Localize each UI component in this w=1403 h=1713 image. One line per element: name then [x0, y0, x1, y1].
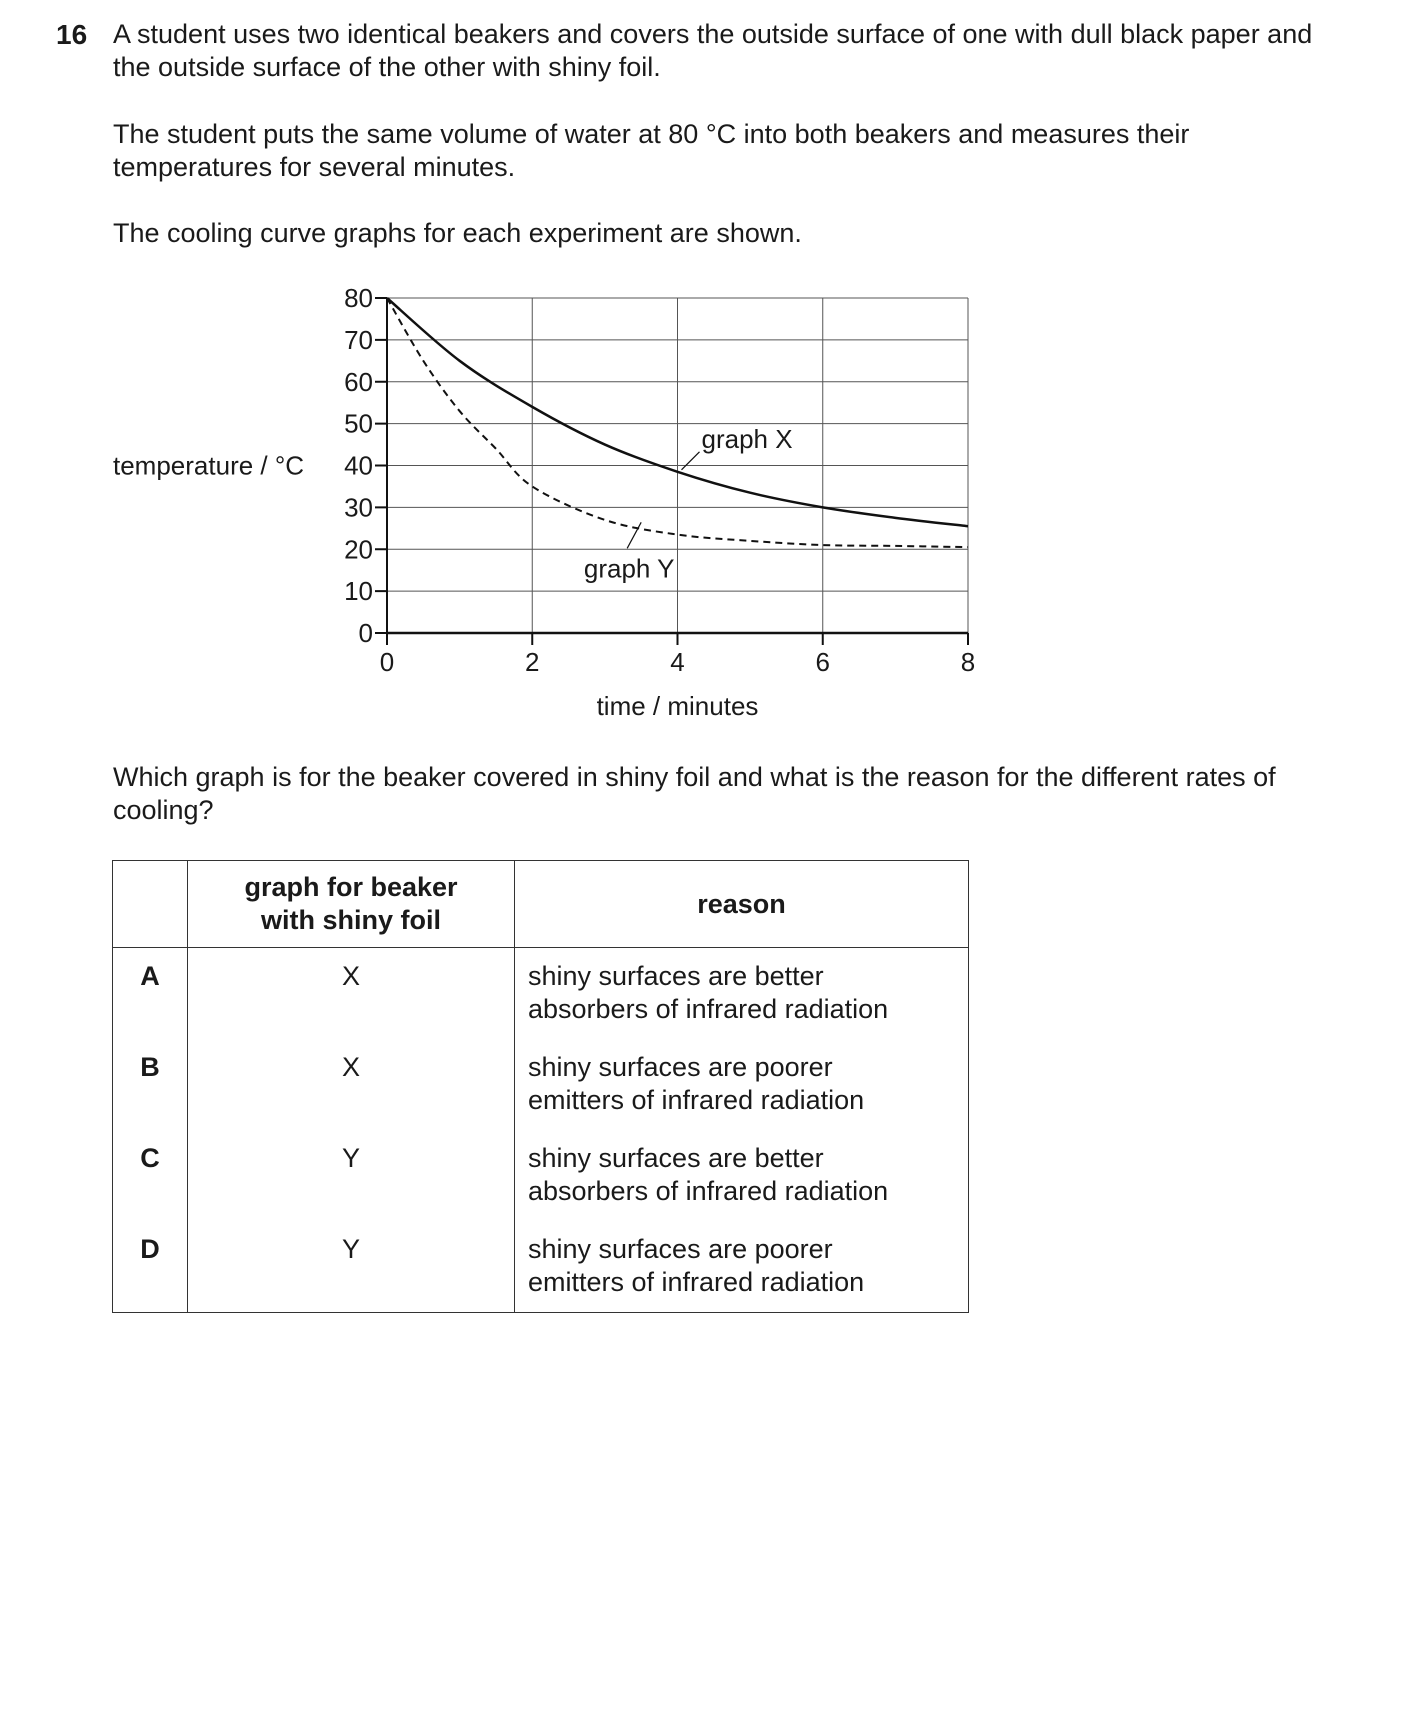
y-tick-label: 50: [344, 408, 373, 439]
question-graph-intro: The cooling curve graphs for each experiment are shown.: [113, 218, 802, 248]
option-reason-line: shiny surfaces are better: [528, 1143, 824, 1173]
annotation-label-graph-x: graph X: [701, 423, 793, 454]
annotation-label-graph-y: graph Y: [583, 553, 675, 584]
option-letter: B: [113, 1050, 188, 1141]
x-tick-label: 2: [525, 647, 540, 677]
option-reason-line: shiny surfaces are poorer: [528, 1052, 833, 1082]
option-reason-line: emitters of infrared radiation: [528, 1267, 865, 1297]
y-tick-label: 40: [344, 450, 373, 481]
question-intro: A student uses two identical beakers and covers the outside surface of one with dull black paper and the outside surface of the other with shiny foil.: [113, 19, 1313, 82]
option-graph: Y: [188, 1232, 515, 1313]
option-graph: X: [188, 1050, 515, 1141]
option-reason: [515, 1050, 969, 1141]
y-tick-label: 80: [344, 283, 373, 313]
option-letter: D: [113, 1232, 188, 1313]
y-tick-label: 60: [344, 366, 373, 397]
option-row-c[interactable]: [113, 1141, 969, 1232]
y-axis-label: temperature / °C: [113, 450, 305, 481]
option-letter: C: [113, 1141, 188, 1232]
header-reason: reason: [515, 861, 969, 948]
x-axis-label: time / minutes: [596, 691, 759, 721]
annotation-leader-graph-y: [627, 522, 641, 548]
header-letter: [113, 861, 188, 948]
option-graph: X: [188, 948, 515, 1051]
option-row-b[interactable]: [113, 1050, 969, 1141]
option-reason-line: emitters of infrared radiation: [528, 1085, 865, 1115]
annotation-leader-graph-x: [682, 452, 700, 470]
option-reason-line: absorbers of infrared radiation: [528, 994, 889, 1024]
option-letter: A: [113, 948, 188, 1051]
options-header-row: [113, 861, 969, 948]
x-tick-label: 0: [379, 647, 395, 677]
option-reason: [515, 948, 969, 1051]
option-row-d[interactable]: [113, 1232, 969, 1313]
option-row-a[interactable]: [113, 948, 969, 1051]
header-graph: graph for beaker with shiny foil: [188, 861, 515, 948]
x-tick-label: 4: [670, 647, 685, 677]
option-reason-line: shiny surfaces are poorer: [528, 1234, 833, 1264]
option-reason-line: absorbers of infrared radiation: [528, 1176, 889, 1206]
y-tick-label: 0: [358, 618, 373, 648]
y-tick-label: 30: [344, 492, 373, 523]
y-tick-label: 10: [344, 576, 373, 607]
option-reason: [515, 1141, 969, 1232]
option-reason-line: shiny surfaces are better: [528, 961, 824, 991]
x-tick-label: 8: [960, 647, 976, 677]
x-tick-label: 6: [815, 647, 830, 677]
options-table: [112, 860, 969, 1313]
option-graph: Y: [188, 1141, 515, 1232]
question-method: The student puts the same volume of water at 80 °C into both beakers and measures their temperatures for several minutes.: [113, 119, 1190, 182]
y-tick-label: 70: [344, 324, 373, 355]
question-prompt: Which graph is for the beaker covered in shiny foil and what is the reason for the different rates of cooling?: [113, 762, 1276, 825]
cooling-curves-chart: [100, 278, 1000, 738]
question-number: 16: [56, 19, 88, 50]
option-reason: [515, 1232, 969, 1313]
y-tick-label: 20: [344, 534, 373, 565]
